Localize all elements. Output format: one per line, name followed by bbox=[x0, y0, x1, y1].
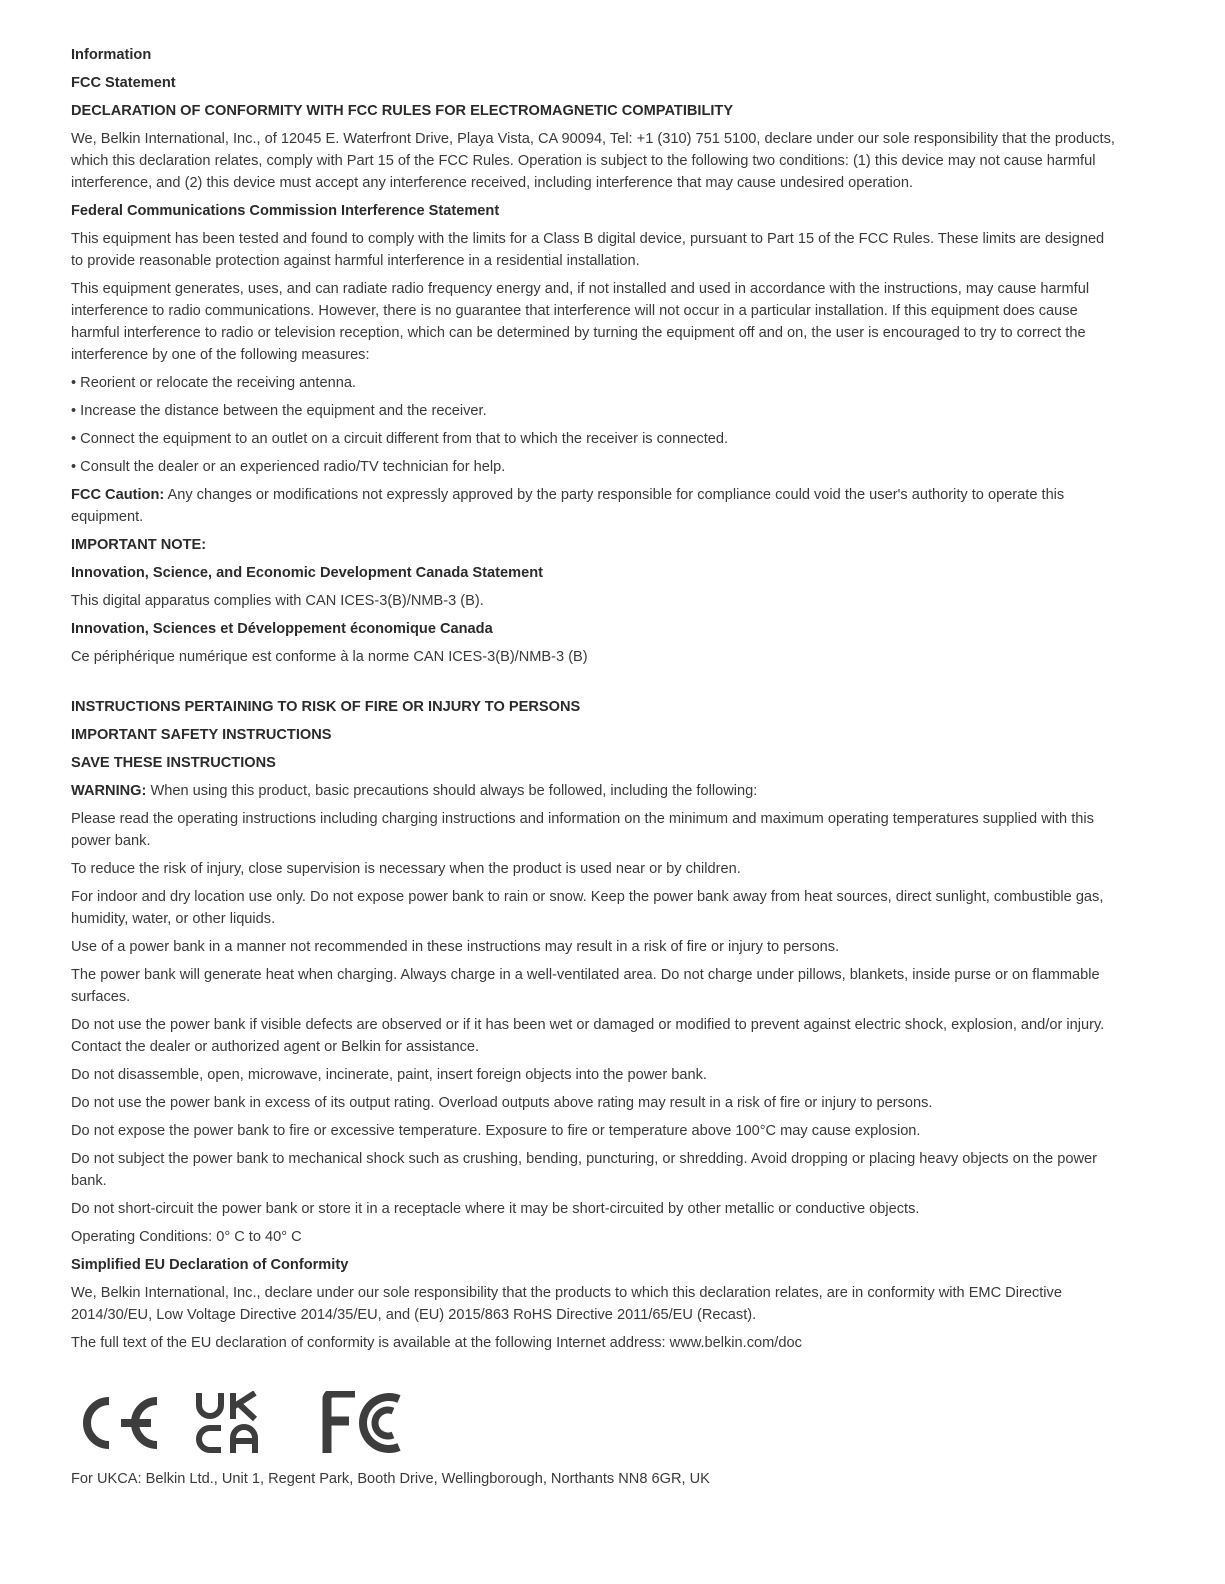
operating-conditions: Operating Conditions: 0° C to 40° C bbox=[71, 1229, 302, 1245]
safety-item: Do not use the power bank if visible defects are observed or if it has been wet or damaged or modified to prevent against electric shock, explosion, and/or injury. Contact the dealer or authorized agent or Belkin for assistance. bbox=[71, 1017, 1105, 1055]
safety-item: Please read the operating instructions including charging instructions and information on the minimum and maximum operating temperatures supplied with this power bank. bbox=[71, 811, 1094, 849]
fcc-c-outer bbox=[363, 1397, 399, 1449]
declaration-heading: DECLARATION OF CONFORMITY WITH FCC RULES FOR ELECTROMAGNETIC COMPATIBILITY bbox=[71, 103, 734, 119]
canada-text-en: This digital apparatus complies with CAN ICES-3(B)/NMB-3 (B). bbox=[71, 593, 484, 609]
safety-heading-1: INSTRUCTIONS PERTAINING TO RISK OF FIRE OR INJURY TO PERSONS bbox=[71, 699, 581, 715]
fcc-caution-text: Any changes or modifications not expressly approved by the party responsible for compliance could void the user's authority to operate this equipment. bbox=[71, 487, 1065, 525]
fcc-statement-heading: FCC Statement bbox=[71, 75, 176, 91]
fcc-interference-heading: Federal Communications Commission Interference Statement bbox=[71, 203, 500, 219]
ukca-k-shape bbox=[233, 1393, 255, 1419]
bullet-item: • Increase the distance between the equipment and the receiver. bbox=[71, 403, 487, 419]
canada-text-fr: Ce périphérique numérique est conforme à la norme CAN ICES-3(B)/NMB-3 (B) bbox=[71, 649, 588, 665]
safety-item: The power bank will generate heat when charging. Always charge in a well-ventilated area. Do not charge under pillows, blankets, inside purse or on flammable surfaces. bbox=[71, 967, 1100, 1005]
section-spacer bbox=[71, 674, 1116, 696]
ukca-a-shape bbox=[233, 1427, 255, 1453]
ukca-c-shape bbox=[199, 1428, 221, 1450]
ukca-u-shape bbox=[199, 1393, 221, 1416]
safety-item: Do not short-circuit the power bank or store it in a receptacle where it may be short-circuited by other metallic or conductive objects. bbox=[71, 1201, 920, 1217]
ukca-mark-icon bbox=[195, 1391, 263, 1455]
fcc-caution-paragraph bbox=[71, 484, 1116, 528]
eu-declaration-paragraph-1: We, Belkin International, Inc., declare under our sole responsibility that the products to which this declaration relates, are in conformity with EMC Directive 2014/30/EU, Low Voltage Directive 2014/35/EU, and (EU) 2015/863 RoHS Directive 2011/65/EU (Recast). bbox=[71, 1285, 1062, 1323]
safety-heading-3: SAVE THESE INSTRUCTIONS bbox=[71, 755, 276, 771]
important-note-heading: IMPORTANT NOTE: bbox=[71, 537, 207, 553]
ce-c-shape bbox=[87, 1401, 109, 1445]
bullet-item: • Reorient or relocate the receiving antenna. bbox=[71, 375, 356, 391]
fcc-interference-paragraph-2: This equipment generates, uses, and can radiate radio frequency energy and, if not installed and used in accordance with the instructions, may cause harmful interference to radio communications. However, there is no guarantee that interference will not occur in a particular installation. If this equipment does cause harmful interference to radio or television reception, which can be determined by turning the equipment off and on, the user is encouraged to try to correct the interference by one of the following measures: bbox=[71, 281, 1090, 363]
declaration-paragraph: We, Belkin International, Inc., of 12045 E. Waterfront Drive, Playa Vista, CA 90094, Tel: +1 (310) 751 5100, declare under our sole responsibility that the products, which this declaration relates, comply with Part 15 of the FCC Rules. Operation is subject to the following two conditions: (1) this device may not cause harmful interference, and (2) this device must accept any interference received, including interference that may cause undesired operation. bbox=[71, 131, 1115, 191]
eu-declaration-heading: Simplified EU Declaration of Conformity bbox=[71, 1257, 349, 1273]
warning-label: WARNING: bbox=[71, 783, 147, 799]
safety-item: To reduce the risk of injury, close supervision is necessary when the product is used near or by children. bbox=[71, 861, 741, 877]
ce-e-shape bbox=[121, 1401, 157, 1445]
safety-heading-2: IMPORTANT SAFETY INSTRUCTIONS bbox=[71, 727, 332, 743]
fcc-caution-label: FCC Caution: bbox=[71, 487, 165, 503]
safety-item: Use of a power bank in a manner not recommended in these instructions may result in a risk of fire or injury to persons. bbox=[71, 939, 840, 955]
fcc-mark-icon bbox=[321, 1391, 405, 1455]
bullet-item: • Consult the dealer or an experienced radio/TV technician for help. bbox=[71, 459, 506, 475]
canada-heading-fr: Innovation, Sciences et Développement économique Canada bbox=[71, 621, 493, 637]
fcc-interference-paragraph-1: This equipment has been tested and found to comply with the limits for a Class B digital device, pursuant to Part 15 of the FCC Rules. These limits are designed to provide reasonable protection against harmful interference in a residential installation. bbox=[71, 231, 1105, 269]
safety-item: Do not disassemble, open, microwave, incinerate, paint, insert foreign objects into the power bank. bbox=[71, 1067, 707, 1083]
canada-heading-en: Innovation, Science, and Economic Development Canada Statement bbox=[71, 565, 543, 581]
safety-item: For indoor and dry location use only. Do not expose power bank to rain or snow. Keep the power bank away from heat sources, direct sunlight, combustible gas, humidity, water, or other liquids. bbox=[71, 889, 1104, 927]
document-body bbox=[71, 44, 1116, 1360]
fcc-f-shape bbox=[327, 1393, 355, 1453]
certification-logos bbox=[71, 1391, 431, 1455]
safety-item: Do not subject the power bank to mechanical shock such as crushing, bending, puncturing, or shredding. Avoid dropping or placing heavy objects on the power bank. bbox=[71, 1151, 1097, 1189]
warning-paragraph bbox=[71, 780, 1116, 802]
fcc-c-inner bbox=[375, 1410, 393, 1436]
warning-text: When using this product, basic precautions should always be followed, including the following: bbox=[146, 783, 758, 799]
bullet-item: • Connect the equipment to an outlet on a circuit different from that to which the receiver is connected. bbox=[71, 431, 729, 447]
information-heading: Information bbox=[71, 47, 152, 63]
safety-item: Do not expose the power bank to fire or excessive temperature. Exposure to fire or temperature above 100°C may cause explosion. bbox=[71, 1123, 921, 1139]
ce-mark-icon bbox=[71, 1391, 163, 1455]
safety-item: Do not use the power bank in excess of its output rating. Overload outputs above rating may result in a risk of fire or injury to persons. bbox=[71, 1095, 933, 1111]
eu-declaration-paragraph-2: The full text of the EU declaration of conformity is available at the following Internet address: www.belkin.com/doc bbox=[71, 1335, 802, 1351]
ukca-address: For UKCA: Belkin Ltd., Unit 1, Regent Park, Booth Drive, Wellingborough, Northants NN8 6GR, UK bbox=[71, 1471, 710, 1487]
